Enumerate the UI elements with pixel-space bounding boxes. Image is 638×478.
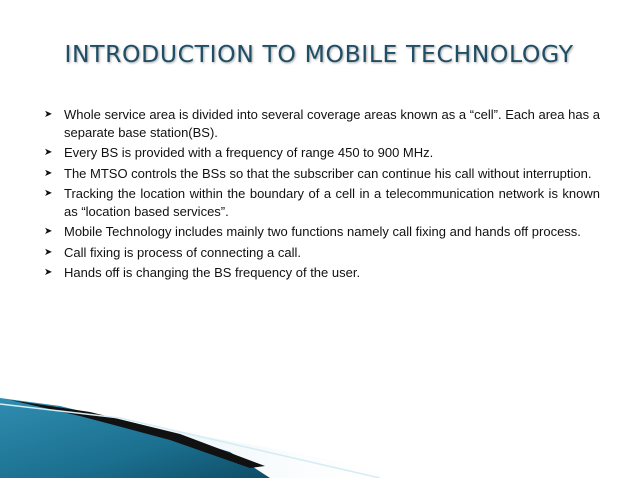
wave-dark-wedge bbox=[0, 398, 270, 478]
arrowhead-bullet-icon: ➤ bbox=[44, 188, 53, 199]
bullet-item bbox=[44, 106, 600, 141]
arrowhead-bullet-icon: ➤ bbox=[44, 109, 53, 120]
bullet-text: Hands off is changing the BS frequency of the user. bbox=[64, 265, 361, 280]
bullet-item bbox=[44, 185, 600, 220]
bullet-item bbox=[44, 144, 600, 162]
bullet-item bbox=[44, 264, 600, 282]
arrowhead-bullet-icon: ➤ bbox=[44, 167, 53, 179]
arrowhead-bullet-icon: ➤ bbox=[44, 267, 53, 278]
bullet-text: The MTSO controls the BSs so that the subscriber can continue his call without interruption. bbox=[64, 165, 592, 181]
bullet-text: Whole service area is divided into several coverage areas known as a “cell”. Each area has a separate base station(BS). bbox=[64, 107, 600, 140]
bullet-text: Tracking the location within the boundary of a cell in a telecommunication network is known as “location based services”. bbox=[64, 186, 600, 219]
bullet-list bbox=[44, 106, 600, 285]
bullet-item bbox=[44, 223, 600, 241]
bullet-text: Call fixing is process of connecting a call. bbox=[64, 244, 302, 260]
arrowhead-bullet-icon: ➤ bbox=[44, 147, 53, 158]
arrowhead-bullet-icon: ➤ bbox=[44, 246, 53, 258]
bullet-item bbox=[44, 244, 600, 262]
arrowhead-bullet-icon: ➤ bbox=[44, 226, 53, 237]
bullet-item bbox=[44, 165, 600, 183]
slide-title: INTRODUCTION TO MOBILE TECHNOLOGY bbox=[64, 40, 574, 68]
bullet-text: Every BS is provided with a frequency of range 450 to 900 MHz. bbox=[64, 145, 434, 160]
bullet-text: Mobile Technology includes mainly two functions namely call fixing and hands off process. bbox=[64, 224, 581, 239]
